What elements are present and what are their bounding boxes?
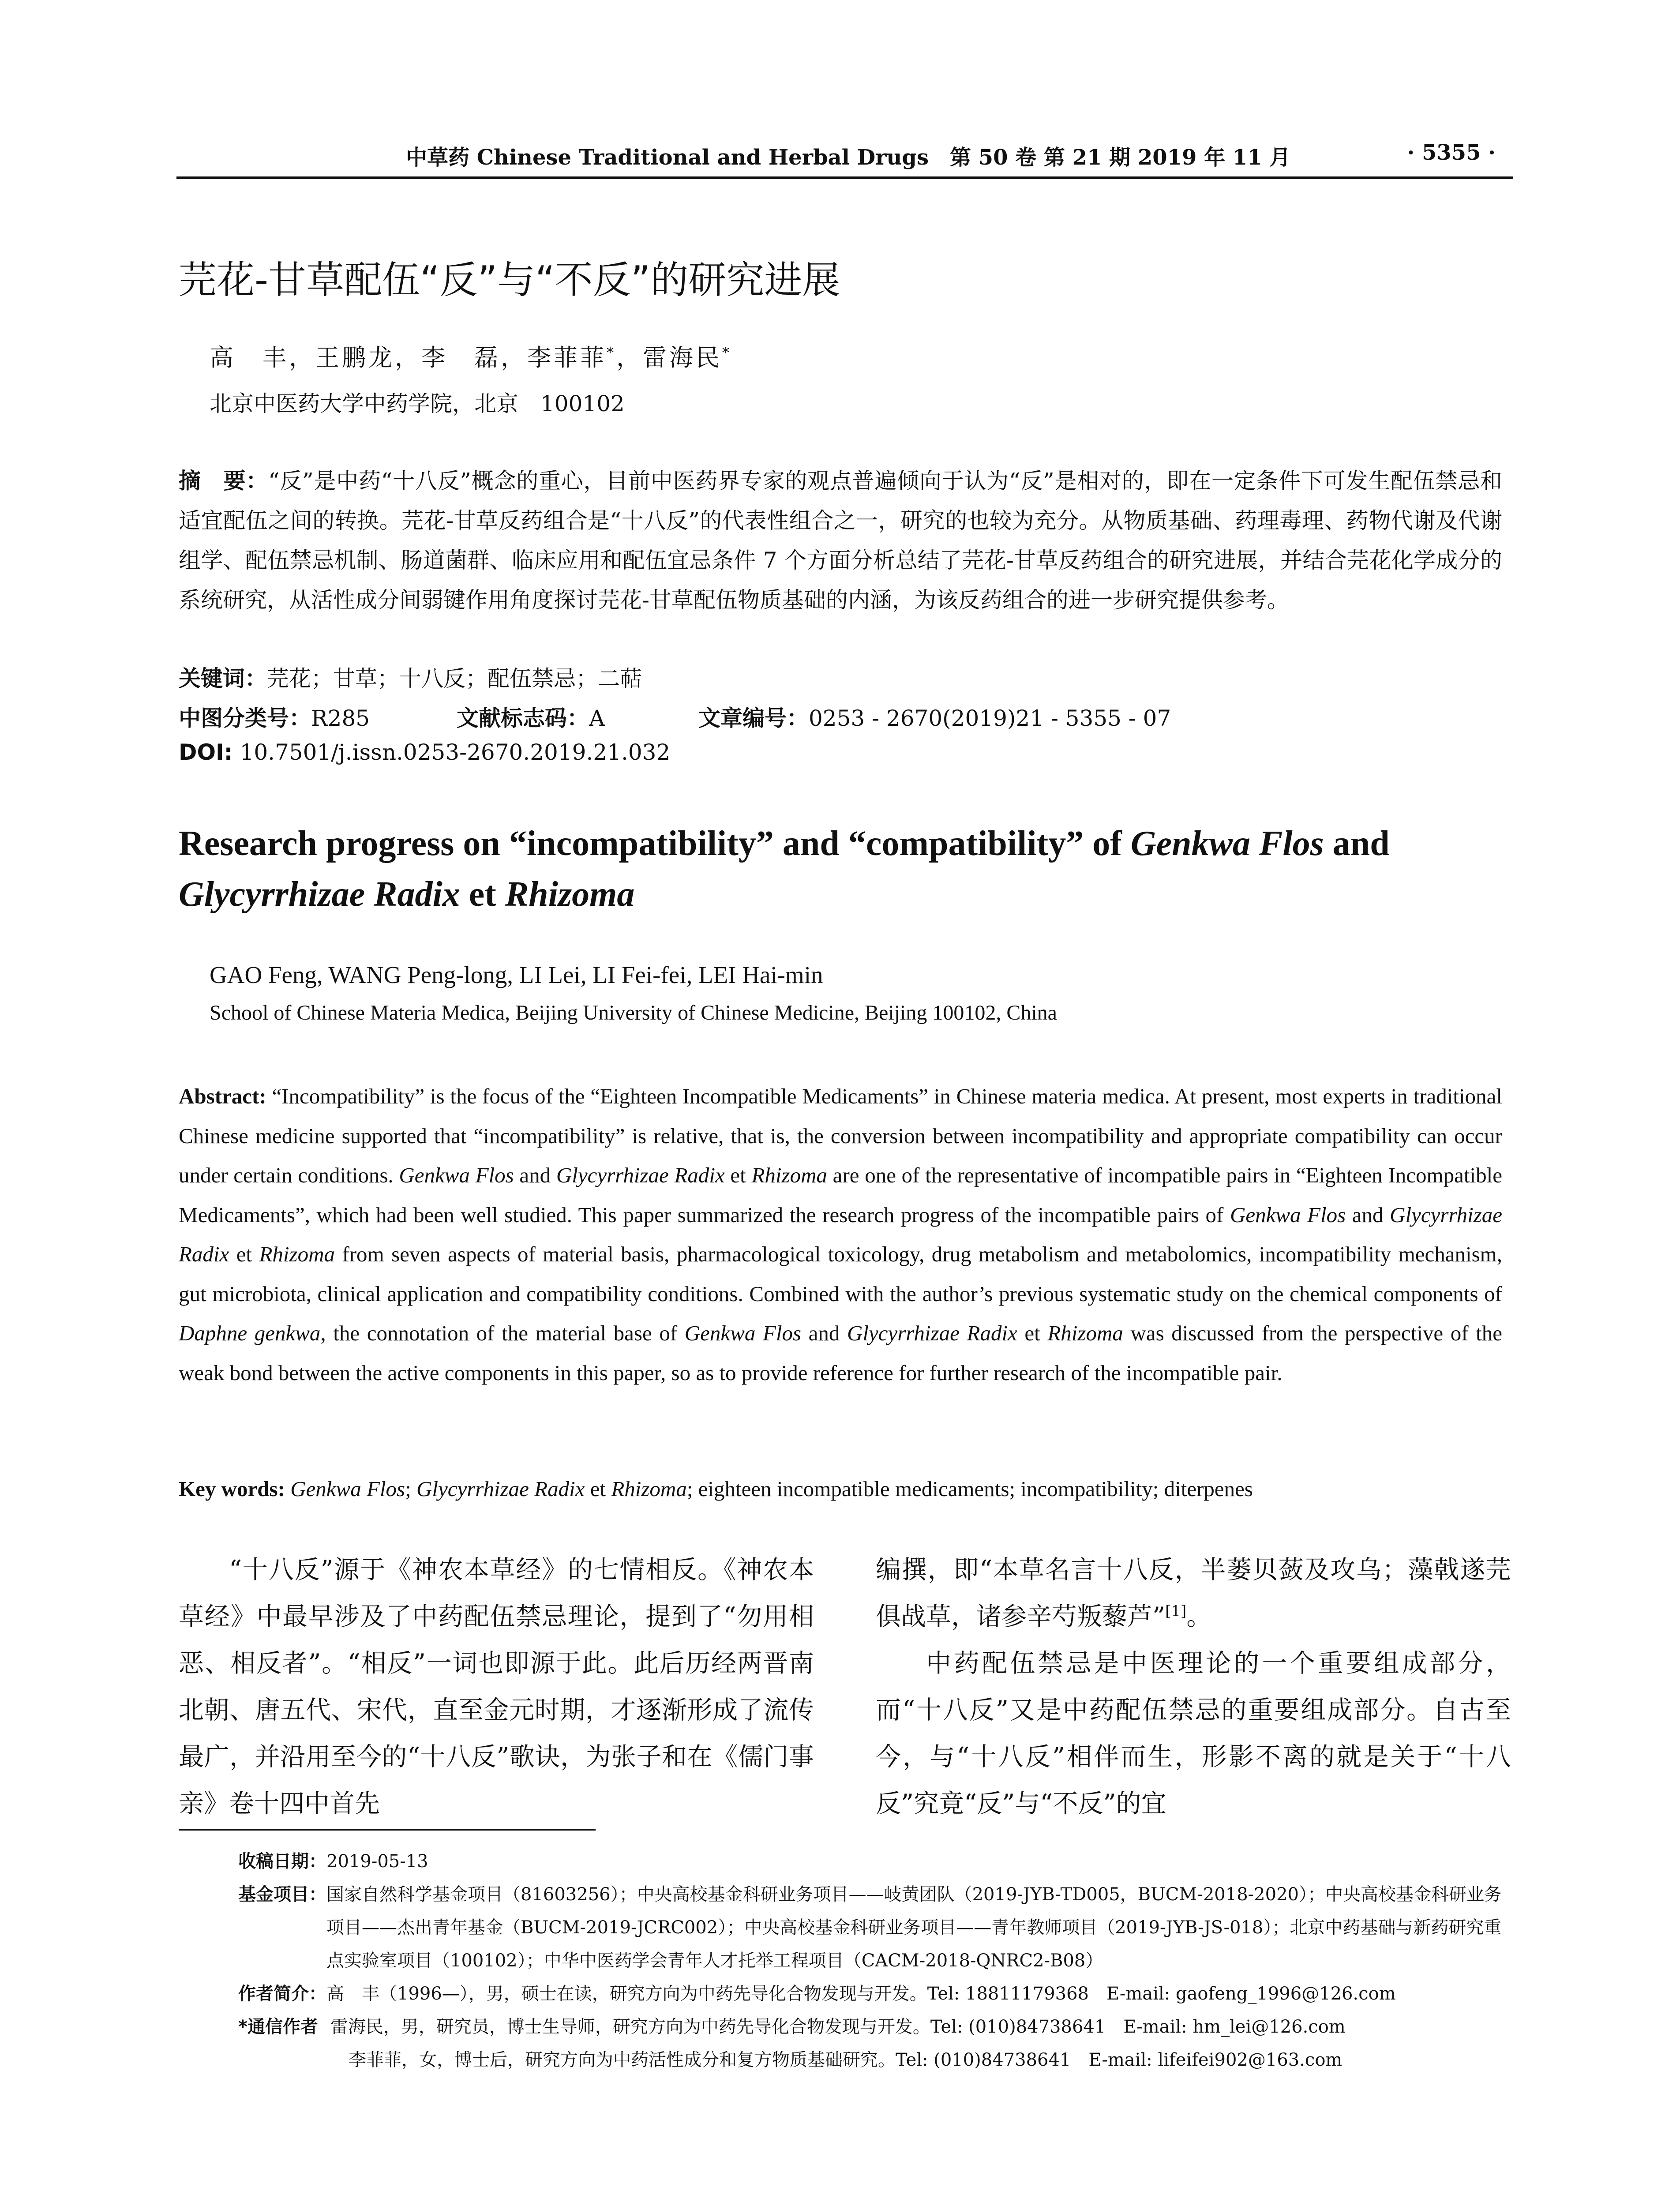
keywords-text: 芫花；甘草；十八反；配伍禁忌；二萜 (267, 666, 642, 691)
doi-label: DOI: (179, 739, 233, 765)
article-no-value: 0253 - 2670(2019)21 - 5355 - 07 (809, 705, 1171, 731)
footnote-rule (179, 1829, 596, 1831)
article-no-label: 文章编号： (698, 705, 809, 731)
chinese-keywords (179, 661, 642, 693)
english-keywords: Key words: Genkwa Flos; Glycyrrhizae Radix et Rhizoma; eighteen incompatible medicaments; incompatibility; diterpenes (179, 1477, 1253, 1501)
classification-line (179, 701, 1171, 732)
abstract-label: Abstract: (179, 1084, 266, 1108)
header-rule (176, 176, 1513, 179)
body-paragraph: 中药配伍禁忌是中医理论的一个重要组成部分，而“十八反”又是中药配伍禁忌的重要组成部分。自古至今，与“十八反”相伴而生，形影不离的就是关于“十八反”究竟“反”与“不反”的宜 (876, 1649, 1511, 1818)
footnotes (238, 1845, 1518, 2077)
clc-label: 中图分类号： (179, 705, 311, 731)
citation-ref[interactable]: [1] (1165, 1602, 1187, 1620)
doc-code-value: A (589, 705, 605, 731)
chinese-title: 芫花-甘草配伍“反”与“不反”的研究进展 (179, 258, 840, 302)
chinese-abstract (179, 461, 1502, 620)
abstract-label: 摘 要： (179, 468, 269, 494)
doi-line (179, 739, 670, 765)
chinese-affiliation: 北京中医药大学中药学院，北京 100102 (210, 391, 625, 416)
author-name: 高 丰 (210, 344, 289, 371)
corresponding-mark: * (722, 344, 732, 361)
corresponding-author: *通信作者 雷海民，男，研究员，博士生导师，研究方向为中药先导化合物发现与开发。Tel: (010)84738641 E-mail: hm_lei@126.com (238, 2017, 1346, 2037)
author-name: 李菲菲 (527, 344, 607, 371)
english-affiliation: School of Chinese Materia Medica, Beijing University of Chinese Medicine, Beijing 100102, China (210, 1001, 1057, 1024)
author-bio: 作者简介： 高 丰（1996—），男，硕士在读，研究方向为中药先导化合物发现与开发。Tel: 18811179368 E-mail: gaofeng_1996@126.com (238, 1984, 1396, 2004)
keywords-label: 关键词： (179, 666, 267, 691)
author-name: 李 磊 (421, 344, 501, 371)
page-number: · 5355 · (1407, 140, 1496, 165)
english-abstract: Abstract: “Incompatibility” is the focus of the “Eighteen Incompatible Medicaments” in Chinese materia medica. At present, most experts in traditional Chinese medicine supported that “incompatibility” is relative, that is, the conversion between incompatibility and appropriate compatibility can occur under certain conditions. Genkwa Flos and Glycyrrhizae Radix et Rhizoma are one of the representative of incompatible pairs in “Eighteen Incompatible Medicaments”, which had been well studied. This paper summarized the research progress of the incompatible pairs of Genkwa Flos and Glycyrrhizae Radix et Rhizoma from seven aspects of material basis, pharmacological toxicology, drug metabolism and metabolomics, incompatibility mechanism, gut microbiota, clinical application and compatibility conditions. Combined with the author’s previous systematic study on the chemical components of Daphne genkwa, the connotation of the material base of Genkwa Flos and Glycyrrhizae Radix et Rhizoma was discussed from the perspective of the weak bond between the active components in this paper, so as to provide reference for further research of the incompatible pair. (179, 1084, 1503, 1385)
chinese-authors: 高 丰，王鹏龙，李 磊，李菲菲*，雷海民* (210, 344, 732, 371)
body-paragraph: “十八反”源于《神农本草经》的七情相反。《神农本草经》中最早涉及了中药配伍禁忌理论，提到了“勿用相恶、相反者”。“相反”一词也即源于此。此后历经两晋南北朝、唐五代、宋代，直至金元时期，才逐渐形成了流传最广，并沿用至今的“十八反”歌诀，为张子和在《儒门事亲》卷十四中首先 (179, 1555, 814, 1818)
body-paragraph: 编撰，即“本草名言十八反，半蒌贝蔹及攻乌；藻戟遂芫俱战草，诸参辛芍叛藜芦”[1]。 (876, 1555, 1511, 1631)
doi-value: 10.7501/j.issn.0253-2670.2019.21.032 (240, 739, 671, 765)
english-title: Research progress on “incompatibility” and “compatibility” of Genkwa Flos and Glycyrrhizae Radix et Rhizoma (179, 824, 1390, 914)
doc-code-label: 文献标志码： (457, 705, 589, 731)
journal-header: 中草药 Chinese Traditional and Herbal Drugs 第 50 卷 第 21 期 2019 年 11 月 (406, 145, 1291, 170)
corresponding-mark: * (607, 344, 616, 361)
author-name: 雷海民 (643, 344, 722, 371)
body-column-left (179, 1546, 814, 1827)
clc-value: R285 (311, 705, 370, 731)
keywords-label: Key words: (179, 1477, 285, 1501)
body-column-right (876, 1546, 1511, 1827)
abstract-text: “反”是中药“十八反”概念的重心，目前中医药界专家的观点普遍倾向于认为“反”是相对的，即在一定条件下可发生配伍禁忌和适宜配伍之间的转换。芫花-甘草反药组合是“十八反”的代表性组合之一，研究的也较为充分。从物质基础、药理毒理、药物代谢及代谢组学、配伍禁忌机制、肠道菌群、临床应用和配伍宜忌条件 7 个方面分析总结了芫花-甘草反药组合的研究进展，并结合芫花化学成分的系统研究，从活性成分间弱键作用角度探讨芫花-甘草配伍物质基础的内涵，为该反药组合的进一步研究提供参考。 (179, 468, 1502, 613)
fund-info: 基金项目： 国家自然科学基金项目（81603256）；中央高校基金科研业务项目——岐黄团队（2019-JYB-TD005，BUCM-2018-2020）；中央高校基金科研业务项目——杰出青年基金（BUCM-2019-JCRC002）；中央高校基金科研业务项目——青年教师项目（2019-JYB-JS-018）；北京中药基础与新药研究重点实验室项目（100102）；中华中医药学会青年人才托举工程项目（CACM-2018-QNRC2-B08） (238, 1884, 1502, 1971)
author-name: 王鹏龙 (315, 344, 395, 371)
received-date: 收稿日期： 2019-05-13 (238, 1851, 428, 1872)
english-authors: GAO Feng, WANG Peng-long, LI Lei, LI Fei-fei, LEI Hai-min (210, 961, 823, 988)
corresponding-author-2: 李菲菲，女，博士后，研究方向为中药活性成分和复方物质基础研究。Tel: (010)84738641 E-mail: lifeifei902@163.com (349, 2050, 1342, 2070)
